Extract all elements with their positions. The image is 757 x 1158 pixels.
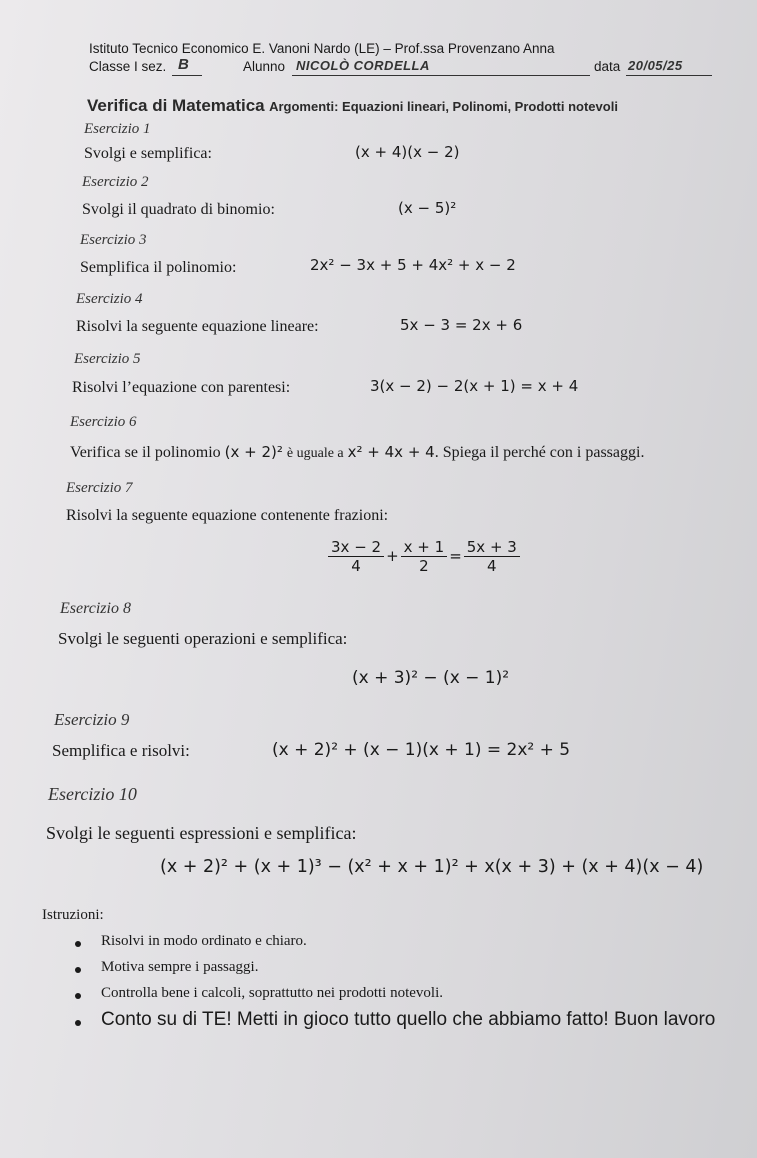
exercise-9-math: (x + 2)² + (x − 1)(x + 1) = 2x² + 5 [272,740,571,760]
class-label: Classe I sez. [89,59,167,74]
fraction-1 [328,538,384,575]
operator-equals: = [449,547,462,565]
date-value: 20/05/25 [628,58,683,73]
exercise-1-text: Svolgi e semplifica: [84,145,212,162]
exercise-4-math: 5x − 3 = 2x + 6 [400,316,523,334]
exercise-1-math: (x + 4)(x − 2) [355,143,460,161]
exercise-10-text: Svolgi le seguenti espressioni e semplifica: [46,823,357,843]
exercise-6-math-b: x² + 4x + 4 [347,443,435,461]
exercise-6-line [70,443,644,462]
fraction-2-denominator: 2 [419,557,429,575]
student-label: Alunno [243,59,286,74]
exercise-6-text-c: . Spiega il perché con i passaggi. [434,444,645,461]
instructions-label: Istruzioni: [42,907,104,923]
bullet [75,941,81,947]
exercise-9-heading: Esercizio 9 [54,710,130,729]
bullet [75,967,81,973]
instruction-item-4: Conto su di TE! Metti in gioco tutto quello che abbiamo fatto! Buon lavoro [101,1009,716,1030]
class-underline [172,75,202,76]
exercise-5-math: 3(x − 2) − 2(x + 1) = x + 4 [370,377,579,395]
exercise-4-text: Risolvi la seguente equazione lineare: [76,318,319,335]
fraction-1-denominator: 4 [351,557,361,575]
exercise-2-text: Svolgi il quadrato di binomio: [82,201,275,218]
topics-text: Argomenti: Equazioni lineari, Polinomi, Prodotti notevoli [269,99,618,114]
exercise-4-heading: Esercizio 4 [76,291,143,307]
exercise-6-math-a: (x + 2)² [224,443,283,461]
fraction-1-numerator: 3x − 2 [328,538,384,557]
exercise-7-text: Risolvi la seguente equazione contenente frazioni: [66,507,389,524]
exercise-2-heading: Esercizio 2 [82,174,149,190]
exercise-3-math: 2x² − 3x + 5 + 4x² + x − 2 [310,256,516,274]
exercise-6-heading: Esercizio 6 [70,414,137,430]
exercise-1-heading: Esercizio 1 [84,121,151,137]
exercise-8-math: (x + 3)² − (x − 1)² [352,668,510,688]
date-underline [626,75,712,76]
bullet [75,993,81,999]
title-line [87,96,618,116]
instruction-item-1: Risolvi in modo ordinato e chiaro. [101,933,307,949]
exercise-3-heading: Esercizio 3 [80,232,147,248]
exercise-6-text-a: Verifica se il polinomio [70,444,221,461]
exercise-10-heading: Esercizio 10 [48,784,137,804]
instruction-item-2: Motiva sempre i passaggi. [101,959,259,975]
exercise-8-heading: Esercizio 8 [60,600,131,617]
exercise-6-text-b: è uguale a [286,446,344,461]
exercise-5-text: Risolvi l’equazione con parentesi: [72,379,291,396]
bullet [75,1020,81,1026]
institute-line: Istituto Tecnico Economico E. Vanoni Nardo (LE) – Prof.ssa Provenzano Anna [89,41,555,56]
exercise-10-math: (x + 2)² + (x + 1)³ − (x² + x + 1)² + x(x + 3) + (x + 4)(x − 4) [160,857,704,877]
student-value: NICOLÒ CORDELLA [296,58,430,73]
exercise-2-math: (x − 5)² [398,199,457,217]
fraction-3 [464,538,520,575]
page-title: Verifica di Matematica [87,96,265,115]
fraction-2 [401,538,448,575]
fraction-3-numerator: 5x + 3 [464,538,520,557]
exercise-5-heading: Esercizio 5 [74,351,141,367]
exercise-8-text: Svolgi le seguenti operazioni e semplifica: [58,629,348,648]
exercise-7-heading: Esercizio 7 [66,480,133,496]
exercise-9-text: Semplifica e risolvi: [52,741,190,760]
class-value: B [178,56,190,73]
exercise-3-text: Semplifica il polinomio: [80,259,237,276]
fraction-3-denominator: 4 [487,557,497,575]
exercise-7-equation [326,538,522,575]
student-underline [292,75,590,76]
fraction-2-numerator: x + 1 [401,538,448,557]
instruction-item-3: Controlla bene i calcoli, soprattutto nei prodotti notevoli. [101,985,444,1001]
date-label: data [594,59,621,74]
operator-plus: + [386,547,399,565]
